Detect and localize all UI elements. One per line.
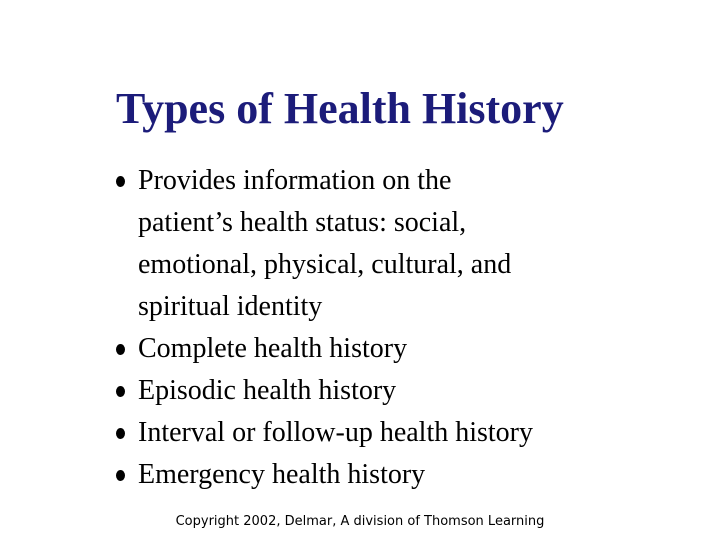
bullet-text: Episodic health history	[138, 375, 397, 406]
bullet-dot-icon	[116, 370, 138, 412]
bullet-text-line: Provides information on the	[138, 165, 452, 196]
bullet-text-line: patient’s health status: social,	[138, 207, 467, 238]
bullet-text: Complete health history	[138, 333, 408, 364]
bullet-item	[116, 412, 616, 454]
bullet-text	[138, 160, 511, 328]
bullet-list	[116, 160, 616, 496]
bullet-item	[116, 454, 616, 496]
bullet-text-line: emotional, physical, cultural, and	[138, 249, 512, 280]
bullet-item	[116, 160, 616, 328]
bullet-dot-icon	[116, 160, 138, 202]
bullet-text: Emergency health history	[138, 459, 426, 490]
bullet-dot-icon	[116, 328, 138, 370]
copyright-footer: Copyright 2002, Delmar, A division of Thomson Learning	[175, 514, 545, 529]
bullet-text-line: spiritual identity	[138, 291, 323, 322]
bullet-text: Interval or follow-up health history	[138, 417, 534, 448]
bullet-dot-icon	[116, 454, 138, 496]
bullet-item	[116, 328, 616, 370]
bullet-item	[116, 370, 616, 412]
slide-title: Types of Health History	[116, 84, 564, 133]
bullet-dot-icon	[116, 412, 138, 454]
